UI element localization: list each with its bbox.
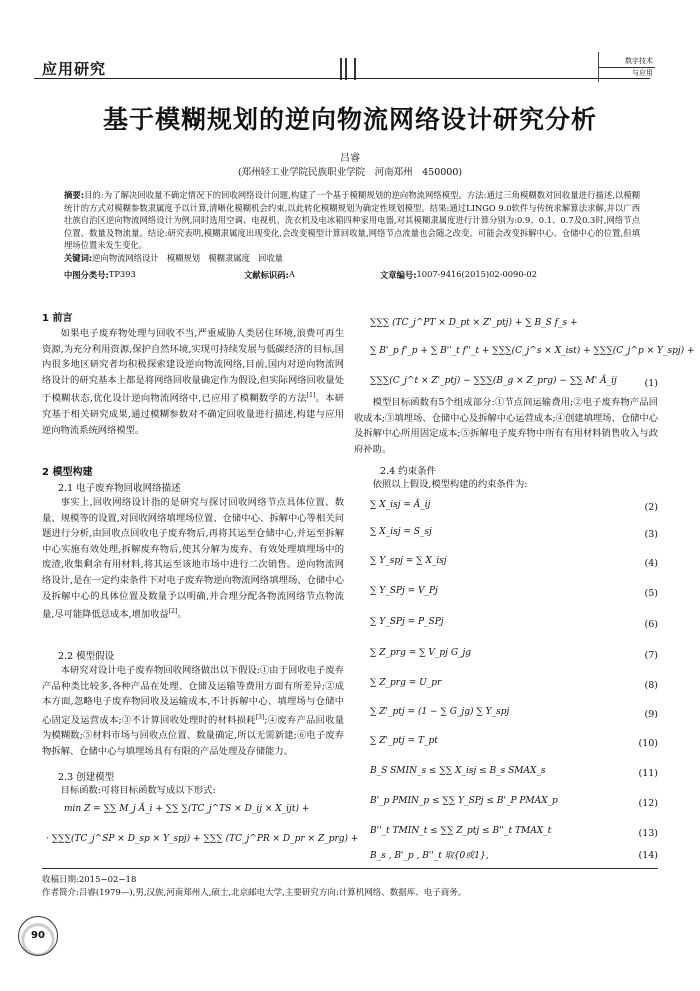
- objective-equation-line3: ∑∑∑ (TC_j^PT × D_pt × Z'_ptj) + ∑ B_S f_s +: [370, 318, 578, 328]
- article-number: 1007-9416(2015)02-0090-02: [416, 269, 537, 279]
- assumptions-text-cont: ;④废弃产品回收量为模糊数;⑤材料市场与回收点位置、数量确定,所以无需新建;⑥电子废弃物拆解、仓储中心与填埋场具有有限的产品处理及存储能力。: [42, 714, 344, 758]
- constraint-9: ∑ Z'_ptj = (1 − ∑ G_jg) ∑ Y_spj: [370, 707, 510, 717]
- intro-text-cont: 。本研究基于相关研究成果,通过模糊参数对不确定回收量进行描述,构建与应用逆向物流系统网络模型。: [42, 393, 344, 436]
- objective-intro: 目标函数:可将目标函数写成以下形式:: [60, 785, 216, 796]
- network-description-text: 事实上,回收网络设计指的是研究与探讨回收网络节点具体位置、数量、规模等的设置,对回收网络填埋场位置、仓储中心、拆解中心等相关问题进行分析,由回收点回收电子废弃物后,再将其运至仓储中心,并运至拆解中心实施有效处理,拆解废弃物后,使其分解为废弃、有效处理填埋场中的废渣,收集剩余有用材料,将其运至该地市场中进行二次销售。逆向物流网络设计,是在一定约束条件下对电子废弃物逆向物流网络填埋场、仓储中心及拆解中心的具体位置及数量予以明确,并合理分配各物流网络节点物流量,尽可能降低总成本,增加收益: [42, 497, 344, 621]
- abstract-label: 摘要:: [64, 190, 85, 200]
- constraint-14: B_s , B'_p , B''_t 取{0或1},: [370, 851, 489, 861]
- objective-equation-line4: ∑ B'_p f'_p + ∑ B''_t f''_t + ∑∑∑(C_j^s × X_ist) + ∑∑∑(C_j^p × Y_spj) +: [370, 346, 695, 356]
- objective-equation-line5: ∑∑∑(C_j^t × Z'_ptj) − ∑∑∑(B_g × Z_prg) − ∑∑ M' Ã_ij: [370, 376, 617, 386]
- equation-number: (4): [644, 558, 658, 569]
- constraint-12: B'_p PMIN_p ≤ ∑∑ Y_SPj ≤ B'_P PMAX_p: [370, 796, 558, 806]
- constraint-2: ∑ X_isj = Ã_ij: [370, 500, 431, 510]
- subsection-heading-2-4: 2.4 约束条件: [380, 466, 437, 477]
- equation-number: (2): [644, 502, 658, 513]
- constraint-13: B''_t TMIN_t ≤ ∑∑ Z_ptj ≤ B''_t TMAX_t: [370, 826, 552, 836]
- assumptions-text: 本研究对设计电子废弃物回收网络做出以下假设:①由于回收电子废弃产品种类比较多,各种产品在处理、仓储及运输等费用方面有所差异;②成本方面,忽略电子废弃物回收及运输成本,不计拆解中心、填埋场与仓储中心固定及运营成本;③不计算回收处理时的材料损耗: [42, 665, 344, 726]
- section-heading-intro: 1 前言: [42, 313, 73, 324]
- doc-code-label: 文献标识码:: [244, 270, 289, 280]
- clc-number: TP393: [108, 269, 136, 279]
- objective-equation-line1: min Z = ∑∑ M_j Ã_i + ∑∑ ∑(TC_j^TS × D_ij × X_ijt) +: [64, 804, 310, 814]
- article-number-label: 文章编号:: [380, 270, 417, 280]
- equation-number: (13): [638, 828, 658, 839]
- abstract-text: 目的:为了解决回收量不确定情况下的回收网络设计问题,构建了一个基于模糊规划的逆向物流网络模型。方法:通过三角模糊数对回收量进行描述,以模糊统计的方式对模糊参数隶属度予以计算,清晰化模糊机会约束,以此转化模糊规划为确定性规划模型。结果:通过LINGO 9.0软件与传统求解算法求解,并以广西壮族自治区逆向物流网络设计为例,同时选用空调、电视机、洗衣机及电冰箱四种家用电器,对其模糊隶属度进行计算分别为:0.9、0.1、0.7及0.3时,网络节点位置、数量及物流量。结论:研究表明,模糊隶属度出现变化,会改变模型计算回收量,网络节点流量也会随之改变。可能会改变拆解中心、仓储中心的位置,但填埋场位置未发生变化。: [64, 190, 641, 250]
- constraint-7: ∑ Z_prg = ∑ V_pj G_jg: [370, 648, 472, 658]
- page-number-badge: [18, 916, 58, 956]
- equation-number: (10): [638, 738, 658, 749]
- network-description-paragraph: [42, 495, 344, 623]
- footnote-rule: [42, 868, 658, 869]
- constraint-5: ∑ Y_SPj = V_Pj: [370, 586, 438, 596]
- clc-label: 中图分类号:: [64, 270, 109, 280]
- constraint-11: B_S SMIN_s ≤ ∑∑ X_isj ≤ B_s SMAX_s: [370, 766, 546, 776]
- intro-text: 如果电子废弃物处理与回收不当,严重威胁人类居住环境,浪费可再生资源,为充分利用资源,保护自然环境,实现可持续发展与低碳经济的目标,国内很多地区研究者均积极探索建设逆向物流网络,目前,国内对逆向物流网络设计的研究基本上都是将网络回收量确定作为假设,但实际网络回收量处于模糊状态,优化设计逆向物流网络中,已应用了模糊数学的方法: [42, 328, 344, 405]
- equation-number: (3): [644, 529, 658, 540]
- author-affiliation: (郑州轻工业学院民族职业学院 河南郑州 450000): [237, 167, 463, 178]
- objective-explanation: 模型目标函数有5个组成部分:①节点间运输费用;②电子废弃物产品回收成本;③填埋场、仓储中心及拆解中心运营成本;④创建填埋场、仓储中心及拆解中心所用固定成本;⑤拆解电子废弃物中所有有用材料销售收入与政府补助。: [354, 397, 658, 455]
- citation-ref: [3]: [255, 713, 265, 721]
- subsection-heading-2-2: 2.2 模型假设: [58, 651, 115, 662]
- equation-number: (6): [644, 619, 658, 630]
- constraint-3: ∑ X_isj = S_sj: [370, 527, 432, 537]
- objective-equation-line2: · ∑∑∑(TC_j^SP × D_sp × Y_spj) + ∑∑∑ (TC_j^PR × D_pr × Z_prg) +: [46, 834, 359, 844]
- keywords-label: 关键词:: [64, 252, 93, 263]
- abstract: [64, 189, 640, 264]
- subsection-heading-2-1: 2.1 电子废弃物回收网络描述: [58, 483, 181, 494]
- author-name: 吕睿: [340, 153, 360, 164]
- subsection-heading-2-3: 2.3 创建模型: [58, 772, 115, 783]
- keywords: 逆向物流网络设计 模糊规划 模糊隶属度 回收量: [92, 252, 284, 263]
- constraints-intro: 依照以上假设,模型构建的约束条件为:: [372, 479, 528, 490]
- constraint-4: ∑ Y_spj = ∑ X_isj: [370, 556, 447, 566]
- equation-number: (12): [638, 798, 658, 809]
- equation-number: (7): [644, 650, 658, 661]
- received-date: 收稿日期:2015−02−18: [42, 875, 137, 885]
- assumptions-paragraph: [42, 663, 344, 760]
- equation-number: (8): [644, 680, 658, 691]
- equation-number: (5): [644, 588, 658, 599]
- journal-logo-line1: 数字技术: [599, 56, 655, 68]
- constraint-8: ∑ Z_prg = U_pr: [370, 678, 442, 688]
- doc-code: A: [288, 269, 295, 279]
- constraint-10: ∑ Z'_ptj = T_pt: [370, 736, 438, 746]
- intro-paragraph: [42, 326, 344, 438]
- equation-number: (9): [644, 709, 658, 720]
- citation-ref: [1]: [306, 392, 316, 400]
- section-heading-model: 2 模型构建: [42, 467, 93, 478]
- journal-logo-line2: 与应用: [632, 69, 653, 77]
- author-bio: 作者简介:吕睿(1979—),男,汉族,河南郑州人,硕士,北京邮电大学,主要研究方向:计算机网络、数据库、电子商务。: [42, 888, 467, 898]
- citation-ref: [2]: [168, 608, 178, 616]
- equation-number: (11): [638, 768, 658, 779]
- equation-number: (1): [644, 378, 658, 389]
- equation-number: (14): [638, 850, 658, 861]
- journal-section-label: 应用研究: [42, 60, 107, 78]
- header-decoration: [340, 58, 360, 80]
- page-number: 90: [31, 930, 45, 941]
- paper-title: 基于模糊规划的逆向物流网络设计研究分析: [102, 105, 597, 134]
- network-description-end: 。: [177, 609, 187, 621]
- constraint-6: ∑ Y_SPj = P_SPj: [370, 617, 444, 627]
- header-rule: [34, 78, 650, 79]
